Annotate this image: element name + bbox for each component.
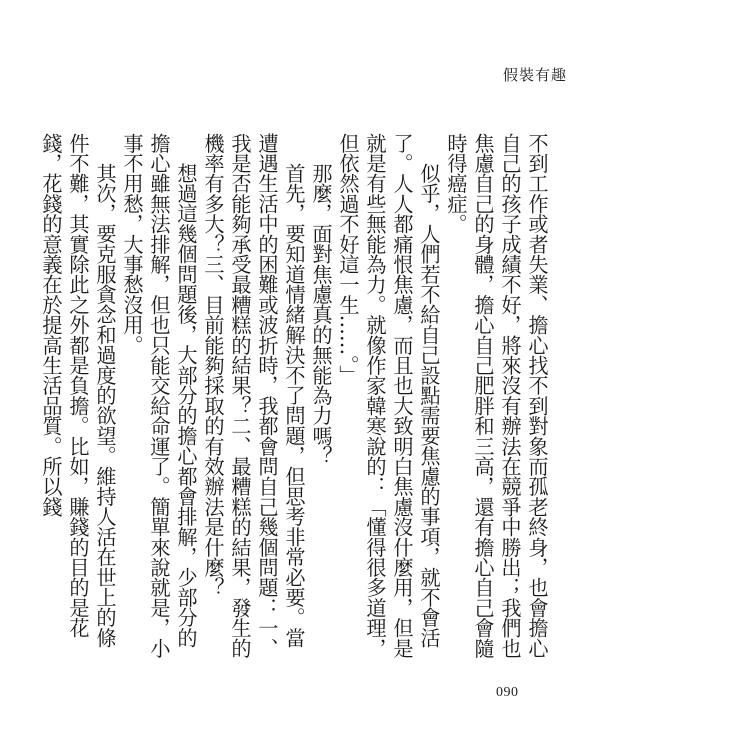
page-number: 090: [496, 685, 519, 700]
paragraph-1: 不到工作或者失業、擔心找不到對象而孤老終身，也會擔心自己的孩子成績不好，將來沒有辦法在競爭中勝出；我們也焦慮自己的身體，擔心自己肥胖和三高，還有擔心自己會隨時得癌症。: [444, 133, 549, 659]
vertical-body-text: [39, 133, 550, 663]
paragraph-5: 想過這幾個問題後，大部分的擔心都會排解，少部分的擔心雖無法排解，但也只能交給命運了。簡單來說就是，小事不用愁，大事愁沒用。: [120, 133, 198, 659]
paragraph-4: 首先，要知道情緒解決不了問題，但思考非常必要。當遭遇生活中的困難或波折時，我都會問自己幾個問題：一、我是否能夠承受最糟糕的結果？二、最糟糕的結果，發生的機率有多大？三、目前能夠採取的有效辦法是什麼？: [201, 133, 306, 659]
paragraph-6: 其次，要克服貪念和過度的欲望。維持人活在世上的條件不難，其實除此之外都是負擔。比如，賺錢的目的是花錢，花錢的意義在於提高生活品質。所以錢: [39, 133, 117, 649]
paragraph-3: 那麼，面對焦慮真的無能為力嗎？: [309, 163, 333, 467]
paragraph-2: 似乎，人們若不給自己設點需要焦慮的事項，就不會活了。人人都痛恨焦慮，而且也大致明白焦慮沒什麼用，但是就是有些無能為力。就像作家韓寒說的：「懂得很多道理，但依然過不好這一生……。」: [336, 133, 441, 659]
running-header-title: 假裝有趣: [503, 66, 568, 84]
